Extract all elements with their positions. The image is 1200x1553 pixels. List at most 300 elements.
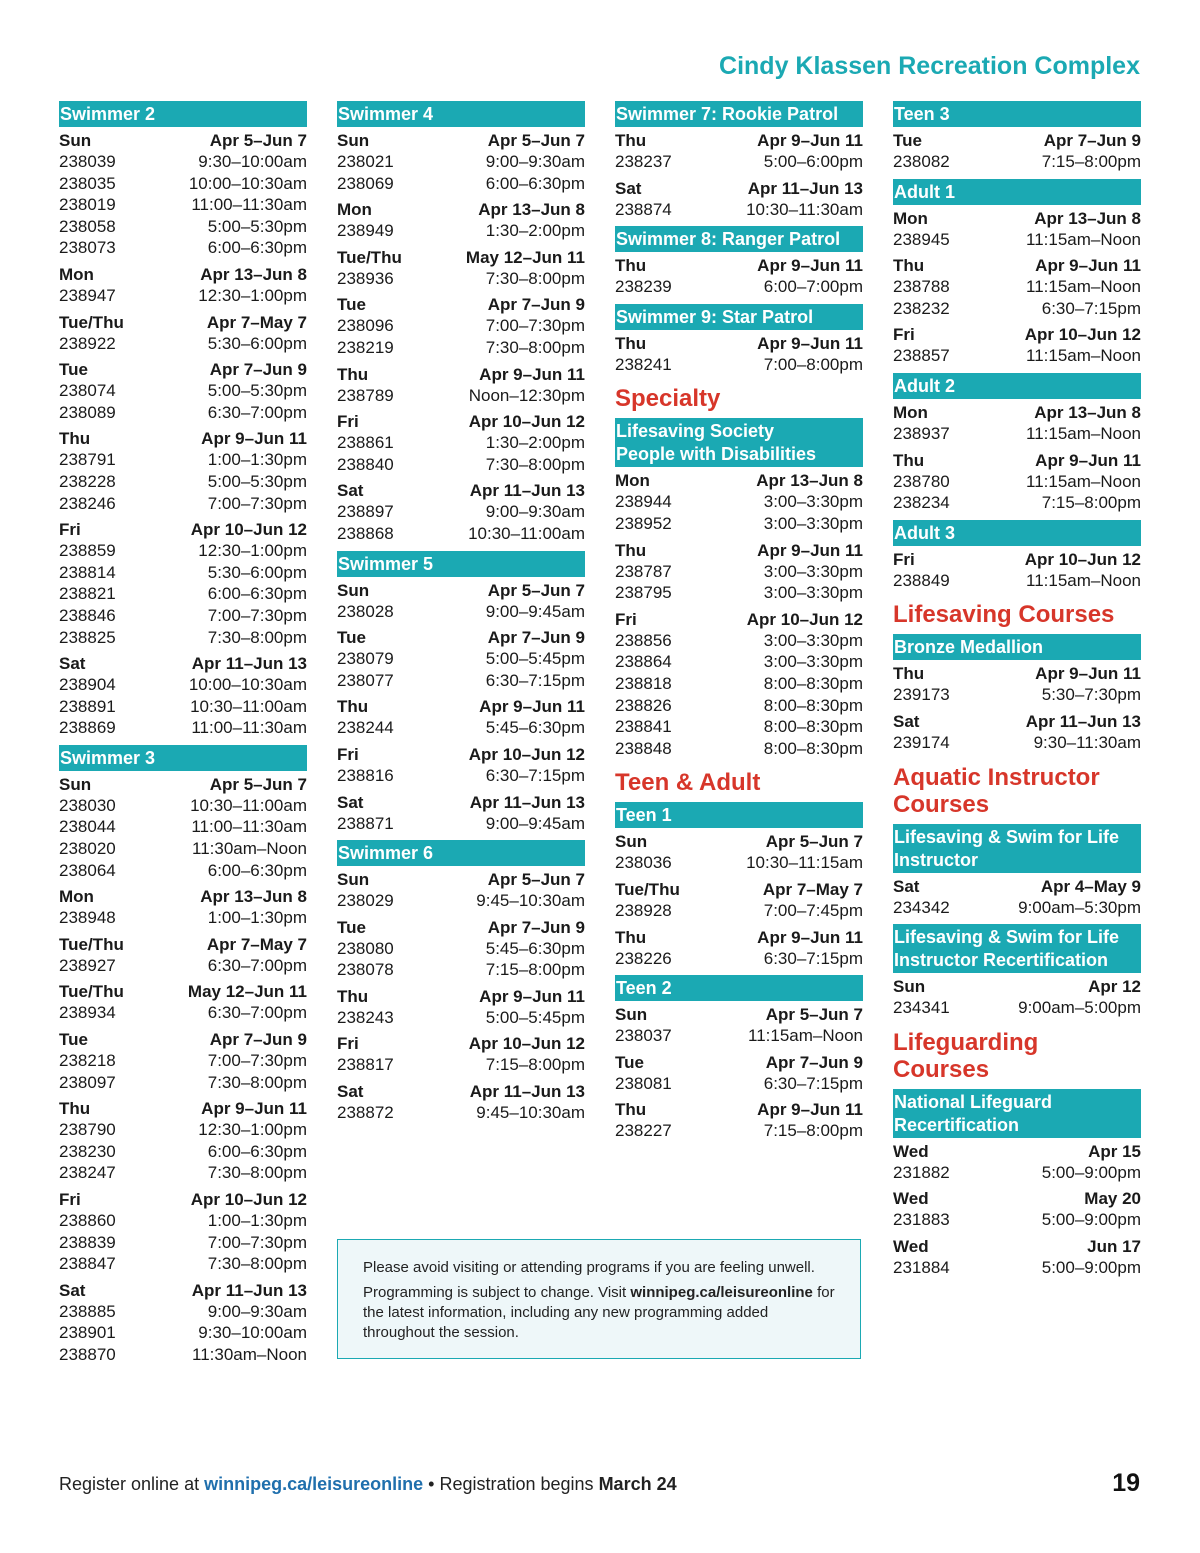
course-code[interactable]: 238039 [59,152,116,171]
course-code[interactable]: 238232 [893,298,950,318]
session-row [59,1344,307,1366]
course-code[interactable]: 238028 [337,601,394,621]
course-code[interactable]: 238035 [59,173,116,193]
program-title-line: Teen 2 [616,978,672,999]
program-block [337,551,585,835]
course-code[interactable]: 238947 [59,285,116,305]
notice-text: Programming is subject to change. Visit [363,1284,631,1301]
course-code[interactable]: 238077 [337,670,394,690]
course-code[interactable]: 238029 [337,891,394,911]
date-range: Apr 7–Jun 9 [487,917,585,937]
session-time: 6:00–6:30pm [485,173,585,193]
course-code[interactable]: 238840 [337,454,394,474]
day-row [59,130,307,151]
session-time: 5:30–6:00pm [207,333,307,353]
course-code[interactable]: 238081 [615,1073,672,1093]
session-time: 6:00–6:30pm [207,238,307,258]
course-code[interactable]: 238901 [59,1323,116,1343]
notice-box [337,1239,861,1359]
course-code[interactable]: 238790 [59,1120,116,1140]
date-range: Apr 15 [1088,1141,1141,1161]
session-row [893,732,1141,754]
course-code[interactable]: 238791 [59,450,116,470]
course-code[interactable]: 231883 [893,1210,950,1230]
program-title-bar [615,304,863,330]
course-code[interactable]: 238846 [59,605,116,625]
program-block [59,745,307,1366]
session-row [893,276,1141,298]
session-row [893,570,1141,592]
session-row [337,717,585,739]
course-code[interactable]: 238860 [59,1211,116,1230]
day-label: Fri [337,744,359,764]
date-range: Apr 13–Jun 8 [478,200,585,220]
session-row [337,1102,585,1124]
course-code[interactable]: 238019 [59,195,116,215]
program-title-bar [615,975,863,1001]
day-label: Tue/Thu [615,879,680,899]
course-code[interactable]: 238821 [59,584,116,604]
day-row [893,450,1141,471]
session-time: 5:00–5:45pm [485,1007,585,1027]
course-code[interactable]: 238064 [59,860,116,880]
course-code[interactable]: 238934 [59,1003,116,1023]
session-row [337,220,585,242]
program-title-line: Adult 3 [894,522,955,543]
session-row [59,1119,307,1141]
course-code[interactable]: 238780 [893,471,950,491]
session-row [615,151,863,173]
session-time: 12:30–1:00pm [198,541,307,561]
date-range: Apr 11–Jun 13 [191,1280,307,1300]
session-time: 6:30–7:15pm [763,1073,863,1093]
course-code[interactable]: 238080 [337,938,394,958]
day-label: Mon [59,264,94,284]
session-time: 10:30–11:00am [190,696,307,716]
notice-link[interactable]: winnipeg.ca/leisureonline [630,1284,813,1301]
date-range: Apr 10–Jun 12 [1024,549,1141,569]
session-time: 7:00–7:30pm [207,605,307,625]
day-row [893,324,1141,345]
day-label: Mon [59,887,94,907]
program-title-bar [615,101,863,127]
session-row [893,345,1141,367]
course-code[interactable]: 238868 [337,523,394,543]
course-code[interactable]: 238869 [59,718,116,738]
course-code[interactable]: 238826 [615,695,672,715]
day-row [59,774,307,795]
date-range: Apr 7–Jun 9 [765,1052,863,1072]
session-row [615,852,863,874]
course-code[interactable]: 238885 [59,1301,116,1321]
session-time: 5:00–6:00pm [763,152,863,171]
day-label: Tue/Thu [59,934,124,954]
session-row [615,738,863,760]
session-time: 7:15–8:00pm [1041,152,1141,171]
session-time: 6:00–6:30pm [207,584,307,604]
session-row [59,583,307,605]
day-row [337,199,585,220]
date-range: Apr 5–Jun 7 [487,580,585,600]
course-code[interactable]: 238928 [615,900,672,920]
course-code[interactable]: 238825 [59,627,116,647]
session-row [59,562,307,584]
session-row [337,938,585,960]
course-code[interactable]: 238247 [59,1163,116,1183]
course-code[interactable]: 238037 [615,1026,672,1046]
program-title-bar [893,924,1141,973]
day-row [893,130,1141,151]
program-title-line: Swimmer 5 [338,553,434,574]
day-label: Fri [615,609,637,629]
date-range: Apr 5–Jun 7 [209,131,307,150]
course-code[interactable]: 238948 [59,908,116,928]
day-row [59,886,307,907]
date-range: Apr 7–May 7 [762,879,863,899]
category-title-line: Lifesaving Courses [893,601,1115,629]
course-code[interactable]: 238870 [59,1344,116,1364]
course-code[interactable]: 238872 [337,1103,394,1123]
course-code[interactable]: 238897 [337,502,394,522]
session-row [615,491,863,513]
session-row [337,813,585,835]
session-time: 7:15–8:00pm [485,1055,585,1075]
session-row [893,229,1141,251]
notice-line-2 [363,1283,836,1343]
session-time: 6:00–6:30pm [207,860,307,880]
session-row [337,648,585,670]
course-code[interactable]: 238030 [59,795,116,815]
day-row [615,1052,863,1073]
course-code[interactable]: 238841 [615,717,672,737]
session-row [59,605,307,627]
program-block [893,634,1141,753]
course-code[interactable]: 234341 [893,998,950,1018]
course-code[interactable]: 238788 [893,277,950,297]
course-code[interactable]: 238218 [59,1051,116,1071]
day-label: Wed [893,1141,929,1161]
session-time: 6:30–7:15pm [1041,298,1141,318]
date-range: Apr 9–Jun 11 [757,333,863,353]
course-code[interactable]: 238243 [337,1007,394,1027]
day-row [893,208,1141,229]
day-row [337,917,585,938]
date-range: Apr 9–Jun 11 [201,1099,307,1119]
date-range: Apr 10–Jun 12 [190,1190,307,1209]
day-row [615,609,863,630]
day-row [893,549,1141,570]
course-code[interactable]: 238816 [337,765,394,785]
session-row [59,1162,307,1184]
course-code[interactable]: 238044 [59,817,116,837]
session-time: 11:15am–Noon [1026,346,1141,366]
day-label: Sun [59,774,92,794]
course-code[interactable]: 238871 [337,813,394,833]
course-code[interactable]: 238849 [893,570,950,590]
session-row [337,315,585,337]
course-code[interactable]: 238891 [59,696,116,716]
date-range: Apr 9–Jun 11 [757,927,863,947]
program-title-line: Swimmer 3 [60,747,156,768]
session-time: 7:30–8:00pm [485,454,585,474]
day-row [59,1280,307,1301]
day-row [59,264,307,285]
course-code[interactable]: 238234 [893,493,950,513]
session-time: 6:30–7:15pm [485,765,585,785]
day-row [337,130,585,151]
course-code[interactable]: 239173 [893,685,950,705]
course-code[interactable]: 238787 [615,561,672,581]
session-row [615,673,863,695]
day-label: Fri [893,549,915,569]
date-range: Apr 11–Jun 13 [747,178,863,198]
session-time: 7:15–8:00pm [1041,493,1141,513]
course-code[interactable]: 238230 [59,1141,116,1161]
session-time: 9:30–10:00am [198,152,307,171]
session-time: 6:00–7:00pm [763,277,863,297]
category-title-line: Courses [893,790,990,818]
session-row [59,1141,307,1163]
date-range: Apr 13–Jun 8 [1034,402,1141,422]
session-time: 1:30–2:00pm [485,221,585,241]
day-label: Tue [59,1030,88,1050]
course-code[interactable]: 238021 [337,152,394,171]
day-row [59,934,307,955]
course-code[interactable]: 238089 [59,402,116,422]
program-title-line: Lifesaving Society [616,421,775,442]
session-row [59,1072,307,1094]
course-code[interactable]: 239174 [893,732,950,752]
course-code[interactable]: 238226 [615,948,672,968]
session-time: 8:00–8:30pm [763,673,863,693]
session-row [337,1054,585,1076]
course-code[interactable]: 238927 [59,955,116,975]
course-code[interactable]: 238097 [59,1072,116,1092]
course-code[interactable]: 238945 [893,229,950,249]
course-code[interactable]: 238079 [337,649,394,669]
session-time: 11:00–11:30am [191,195,307,215]
date-range: May 20 [1084,1189,1141,1209]
date-range: Apr 11–Jun 13 [469,481,585,501]
session-time: 6:30–7:00pm [207,955,307,975]
date-range: Jun 17 [1087,1236,1141,1256]
session-time: 9:30–10:00am [198,1323,307,1343]
course-code[interactable]: 238952 [615,513,672,533]
course-code[interactable]: 238241 [615,354,672,374]
day-label: Thu [337,364,369,384]
course-code[interactable]: 238857 [893,346,950,366]
date-range: Apr 9–Jun 11 [757,1100,863,1120]
day-row [337,744,585,765]
date-range: Apr 9–Jun 11 [201,429,307,449]
course-code[interactable]: 238814 [59,562,116,582]
session-row [893,151,1141,173]
day-row [337,411,585,432]
course-code[interactable]: 238795 [615,583,672,603]
course-code[interactable]: 238936 [337,268,394,288]
program-title-line: Swimmer 2 [60,104,156,124]
course-code[interactable]: 231882 [893,1162,950,1182]
date-range: Apr 7–Jun 9 [1043,131,1141,150]
session-row [893,471,1141,493]
date-range: Apr 7–Jun 9 [487,628,585,648]
course-code[interactable]: 238020 [59,839,116,859]
date-range: Apr 10–Jun 12 [468,412,585,432]
date-range: Apr 10–Jun 12 [468,744,585,764]
course-code[interactable]: 238874 [615,199,672,219]
session-row [59,1050,307,1072]
session-time: 9:00am–5:30pm [1018,897,1141,917]
session-time: 3:00–3:30pm [763,583,863,603]
course-code[interactable]: 238058 [59,216,116,236]
day-label: Sat [337,1082,364,1102]
day-label: Sun [615,1005,648,1025]
course-code[interactable]: 238227 [615,1121,672,1141]
session-row [615,1120,863,1142]
course-code[interactable]: 238246 [59,493,116,513]
category-heading [893,764,1141,818]
day-row [893,1141,1141,1162]
day-label: Sat [337,792,364,812]
session-row [615,199,863,221]
course-code[interactable]: 238096 [337,316,394,336]
day-row [337,869,585,890]
course-code[interactable]: 238036 [615,853,672,873]
session-time: 3:00–3:30pm [763,630,863,650]
course-code[interactable]: 238904 [59,675,116,695]
session-time: 6:30–7:15pm [763,948,863,968]
column-4 [893,101,1141,1285]
category-title-line: Specialty [615,385,721,413]
session-time: 1:00–1:30pm [207,1211,307,1230]
session-time: 7:15–8:00pm [485,960,585,980]
program-title-line: Teen 1 [616,805,672,826]
day-row [59,653,307,674]
course-code[interactable]: 238789 [337,385,394,405]
session-time: 12:30–1:00pm [198,1120,307,1140]
day-label: Sat [59,654,86,674]
course-code[interactable]: 238864 [615,652,672,672]
session-time: 7:30–8:00pm [485,268,585,288]
session-time: 1:30–2:00pm [485,433,585,453]
session-time: 11:15am–Noon [748,1026,863,1046]
course-code[interactable]: 238839 [59,1232,116,1252]
program-title-line: National Lifeguard [894,1091,1053,1112]
date-range: Apr 10–Jun 12 [190,520,307,540]
page-number: 19 [1112,1469,1140,1497]
date-range: Apr 13–Jun 8 [200,887,307,907]
session-time: 7:30–8:00pm [207,627,307,647]
date-range: Apr 9–Jun 11 [1035,450,1141,470]
course-code[interactable]: 238219 [337,337,394,357]
date-range: Apr 9–Jun 11 [479,986,585,1006]
day-row [615,470,863,491]
course-code[interactable]: 238848 [615,738,672,758]
session-time: 6:30–7:00pm [207,402,307,422]
day-label: Sun [337,580,370,600]
course-code[interactable]: 238818 [615,673,672,693]
course-code[interactable]: 231884 [893,1257,950,1277]
course-code[interactable]: 238944 [615,492,672,512]
course-code[interactable]: 238078 [337,960,394,980]
course-code[interactable]: 238856 [615,630,672,650]
session-time: 7:30–8:00pm [207,1163,307,1183]
footer-link[interactable]: winnipeg.ca/leisureonline [204,1474,424,1494]
course-code[interactable]: 238861 [337,433,394,453]
course-code[interactable]: 238228 [59,471,116,491]
course-code[interactable]: 238949 [337,221,394,241]
session-time: 5:00–5:45pm [485,649,585,669]
course-code[interactable]: 238237 [615,152,672,171]
course-code[interactable]: 234342 [893,897,950,917]
course-code[interactable]: 238073 [59,238,116,258]
course-code[interactable]: 238239 [615,277,672,297]
program-title-bar [893,101,1141,127]
category-title-line: Teen & Adult [615,769,761,797]
day-label: Thu [337,697,369,717]
program-title-line: Swimmer 4 [338,104,434,124]
day-label: Tue/Thu [59,982,124,1002]
session-time: 6:30–7:00pm [207,1003,307,1023]
course-code[interactable]: 238074 [59,381,116,401]
session-time: 8:00–8:30pm [763,717,863,737]
program-title-bar [893,824,1141,873]
day-label: Tue [337,295,366,315]
date-range: Apr 4–May 9 [1040,876,1141,896]
program-block [615,802,863,969]
date-range: Apr 5–Jun 7 [487,131,585,150]
program-block [615,226,863,298]
day-row [615,831,863,852]
program-block [893,101,1141,173]
program-block [337,840,585,1124]
day-label: Mon [337,200,372,220]
session-time: 5:00–5:30pm [207,216,307,236]
program-title-line: Lifesaving & Swim for Life [894,826,1120,847]
date-range: Apr 7–Jun 9 [487,295,585,315]
day-label: Wed [893,1236,929,1256]
course-code[interactable]: 238859 [59,541,116,561]
course-code[interactable]: 238817 [337,1055,394,1075]
program-title-line: People with Disabilities [616,444,817,465]
course-code[interactable]: 238082 [893,152,950,171]
session-row [337,432,585,454]
program-block [893,824,1141,919]
session-row [337,959,585,981]
session-row [337,268,585,290]
date-range: Apr 13–Jun 8 [200,264,307,284]
day-label: Sat [59,1280,86,1300]
course-code[interactable]: 238069 [337,173,394,193]
session-time: 11:15am–Noon [1026,423,1141,443]
session-row [59,1232,307,1254]
session-row [59,795,307,817]
session-time: 7:00–7:45pm [763,900,863,920]
course-code[interactable]: 238847 [59,1254,116,1274]
session-row [615,513,863,535]
session-row [337,151,585,173]
course-code[interactable]: 238922 [59,333,116,353]
session-row [59,1002,307,1024]
course-code[interactable]: 238244 [337,718,394,738]
column-1 [59,101,307,1372]
session-time: 5:00–5:30pm [207,471,307,491]
day-label: Sat [337,481,364,501]
course-code[interactable]: 238937 [893,423,950,443]
session-time: 5:00–9:00pm [1041,1162,1141,1182]
session-time: 11:15am–Noon [1026,471,1141,491]
program-title-line: Adult 1 [894,181,955,202]
